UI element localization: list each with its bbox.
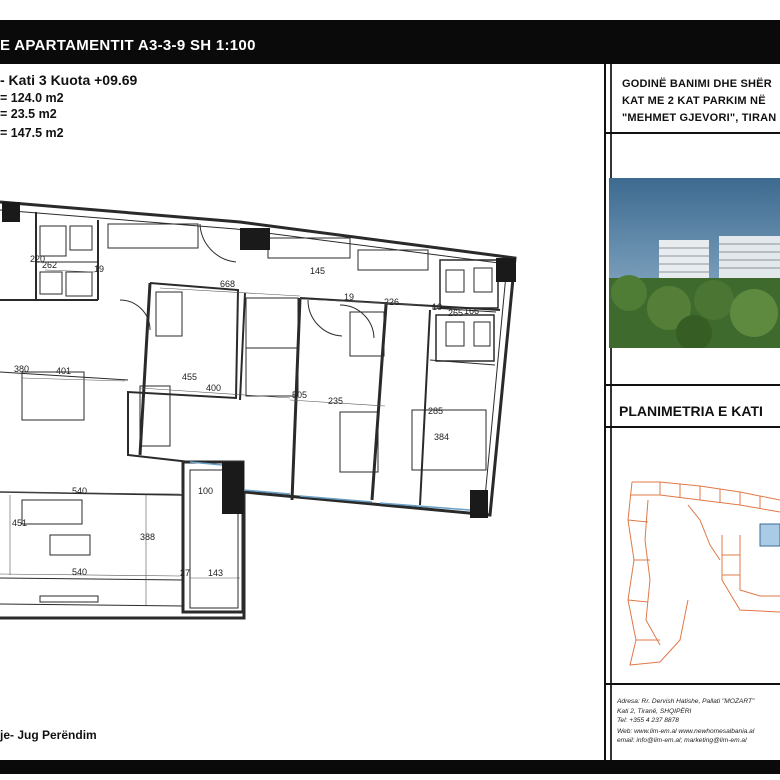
dim-455: 455 [182,372,198,382]
project-title-line-1: GODINË BANIMI DHE SHËR [622,78,772,90]
right-panel-divider [604,64,606,760]
email-line: email: info@lim-em.al; marketing@lim-em.al [617,737,747,744]
dim-505: 505 [292,390,308,400]
top-margin [0,0,780,18]
panel-line-3 [606,426,780,428]
floor-elevation: - Kati 3 Kuota +09.69 [0,72,138,88]
dim-19b: 19 [344,292,355,302]
dim-235: 235 [328,396,344,406]
dim-400: 400 [206,383,222,393]
dim-401: 401 [56,366,72,376]
floor-plan-title: PLANIMETRIA E KATI [619,403,763,419]
sheet-title: E APARTAMENTIT A3-3-9 SH 1:100 [0,37,256,54]
panel-line-4 [606,683,780,685]
project-title-line-2: KAT ME 2 KAT PARKIM NË [622,95,766,107]
web-line: Web: www.lim-em.al www.newhomesalbania.al [617,728,755,735]
dim-540a: 540 [72,486,88,496]
bottom-margin [0,774,780,780]
dim-226: 226 [384,297,400,307]
floor-plan [0,190,530,630]
panel-line-2 [606,384,780,386]
dim-384: 384 [434,432,450,442]
panel-line-1 [606,132,780,134]
dim-27: 27 [180,568,191,578]
dim-668: 668 [220,279,236,289]
dim-540b: 540 [72,567,88,577]
phone-line: Tel: +355 4 237 8878 [617,717,679,724]
dim-19a: 19 [94,264,105,274]
area-line-1: = 124.0 m2 [0,91,64,105]
key-plan [612,470,780,670]
dim-100: 100 [198,486,214,496]
dim-10: 10 [432,302,443,312]
address-line-2: Kati 2, Tiranë, SHQIPËRI [617,708,692,715]
area-line-2: = 23.5 m2 [0,107,57,121]
area-line-3: = 147.5 m2 [0,126,64,140]
dim-166: 166 [464,306,480,316]
dim-451: 451 [12,518,28,528]
dim-265: 265 [448,308,464,318]
orientation-label: je- Jug Perëndim [0,728,97,742]
dim-388: 388 [140,532,156,542]
dim-262: 262 [42,260,58,270]
dim-143: 143 [208,568,224,578]
dim-145: 145 [310,266,326,276]
building-render-image [609,178,780,348]
dim-220: 220 [30,254,46,264]
dim-380: 380 [14,364,30,374]
address-line-1: Adresa: Rr. Dervish Hatishe, Pallati "MOZART" [617,698,755,705]
project-title-line-3: "MEHMET GJEVORI", TIRAN [622,112,777,124]
dim-285: 285 [428,406,444,416]
bottom-bar [0,760,780,774]
